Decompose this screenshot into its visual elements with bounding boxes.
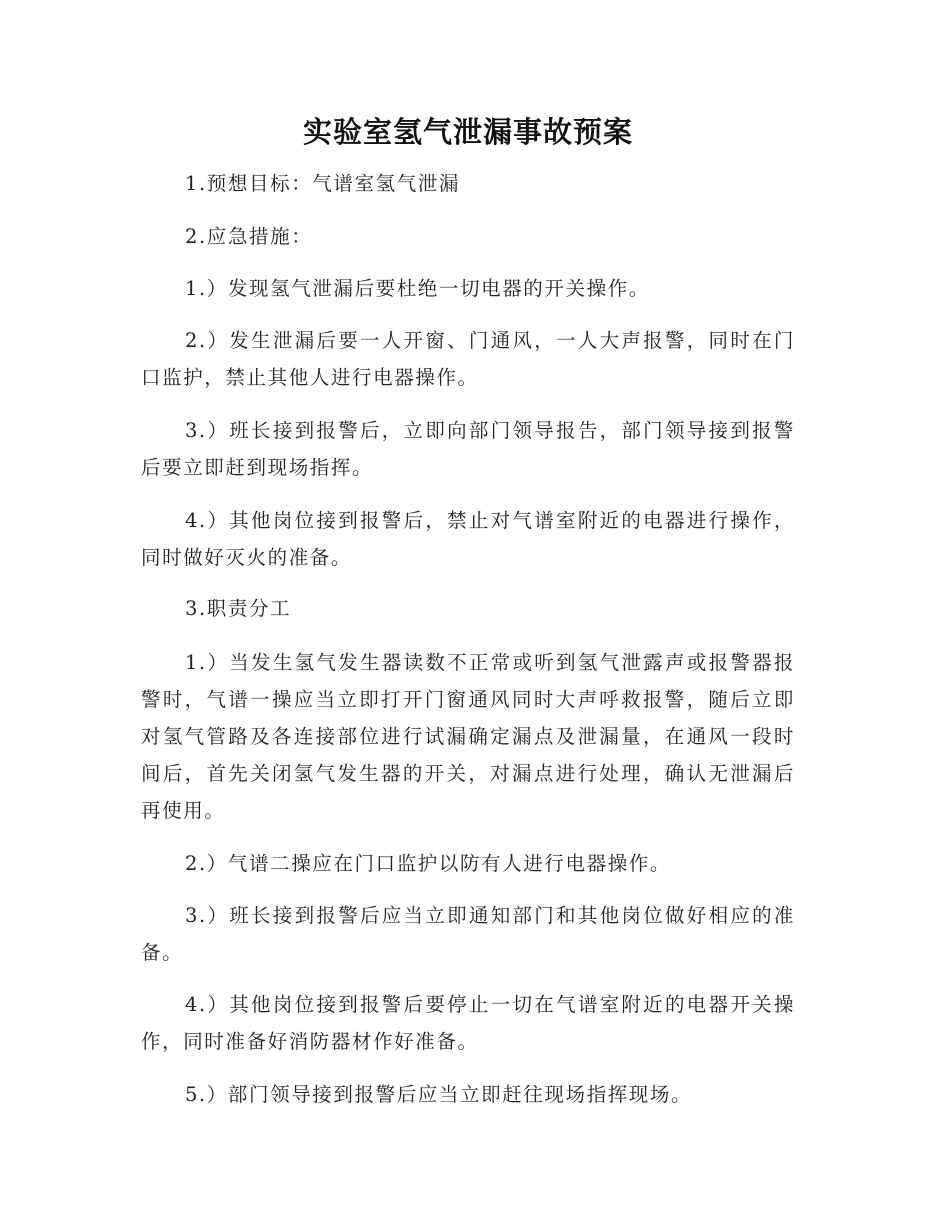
paragraph-measure-2: 2.）发生泄漏后要一人开窗、门通风，一人大声报警，同时在门口监护，禁止其他人进行电器操作。 [141, 329, 795, 389]
paragraph-target: 1.预想目标：气谱室氢气泄漏 [185, 172, 461, 195]
paragraph-emergency-measures-heading: 2.应急措施： [185, 225, 313, 248]
document-title: 实验室氢气泄漏事故预案 [302, 115, 633, 149]
paragraph-duty-4: 4.）其他岗位接到报警后要停止一切在气谱室附近的电器开关操作，同时准备好消防器材作好准备。 [141, 993, 795, 1053]
paragraph-duty-5: 5.）部门领导接到报警后应当立即赶往现场指挥现场。 [185, 1083, 693, 1106]
paragraph-duty-1: 1.）当发生氢气发生器读数不正常或听到氢气泄露声或报警器报警时，气谱一操应当立即打开门窗通风同时大声呼救报警，随后立即对氢气管路及各连接部位进行试漏确定漏点及泄漏量，在通风一段时间后，首先关闭氢气发生器的开关，对漏点进行处理，确认无泄漏后再使用。 [141, 651, 795, 822]
paragraph-measure-4: 4.）其他岗位接到报警后，禁止对气谱室附近的电器进行操作，同时做好灭火的准备。 [141, 509, 795, 569]
paragraph-duty-3: 3.）班长接到报警后应当立即通知部门和其他岗位做好相应的准备。 [141, 904, 795, 964]
paragraph-measure-1: 1.）发现氢气泄漏后要杜绝一切电器的开关操作。 [185, 277, 650, 300]
paragraph-measure-3: 3.）班长接到报警后，立即向部门领导报告，部门领导接到报警后要立即赶到现场指挥。 [141, 419, 795, 479]
paragraph-responsibilities-heading: 3.职责分工 [185, 597, 292, 620]
paragraph-duty-2: 2.）气谱二操应在门口监护以防有人进行电器操作。 [185, 852, 672, 875]
